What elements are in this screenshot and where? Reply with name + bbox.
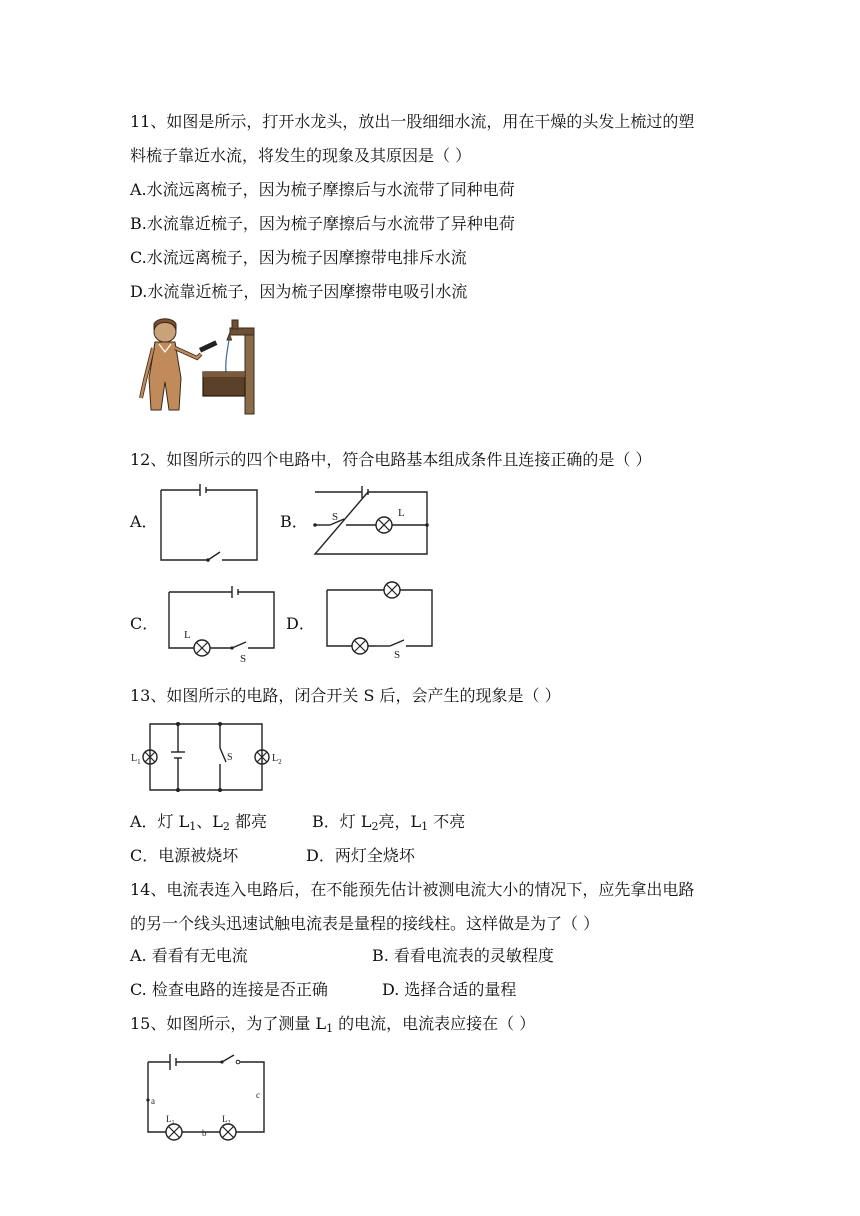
q13-stem: 13、如图所示的电路，闭合开关 S 后，会产生的现象是（ ） [130, 686, 561, 705]
q11-option-d: D.水流靠近梳子，因为梳子因摩擦带电吸引水流 [130, 282, 468, 301]
q13-circuit [130, 718, 290, 794]
q14-stem-line2: 的另一个线头迅速试触电流表是量程的接线柱。这样做是为了（ ） [130, 914, 600, 933]
q14-option-d: D. 选择合适的量程 [382, 980, 517, 999]
q13-l2-sub: 2 [278, 758, 282, 766]
q14-stem-line1: 14、电流表连入电路后，在不能预先估计被测电流大小的情况下，应先拿出电路 [130, 880, 695, 899]
q12-stem: 12、如图所示的四个电路中，符合电路基本组成条件且连接正确的是（ ） [130, 450, 652, 469]
q12-label-c: C． [130, 614, 159, 633]
q13-l2-label: L [272, 753, 279, 764]
svg-text:L1 [131, 753, 141, 766]
q13-option-b: B．灯 $L_2$亮，$L_1$ 不亮 [312, 812, 466, 833]
q15-circuit [142, 1050, 272, 1140]
q14-option-c: C. 检查电路的连接是否正确 [130, 980, 328, 999]
q15-l2-label: L [222, 1114, 228, 1124]
q11-option-a: A.水流远离梳子，因为梳子摩擦后与水流带了同种电荷 [130, 180, 515, 199]
q12-circuit-c [166, 584, 278, 664]
q13-l1-label: L [131, 753, 138, 764]
q12-label-b: B． [280, 512, 308, 531]
q14-option-b: B. 看看电流表的灵敏程度 [372, 946, 554, 965]
q12-circuit-d [324, 574, 436, 660]
q14-option-a: A. 看看有无电流 [130, 946, 248, 965]
q11-option-b: B.水流靠近梳子，因为梳子摩擦后与水流带了异种电荷 [130, 214, 515, 233]
q12-circuit-b [312, 484, 432, 556]
q15-stem: 15、如图所示，为了测量 $L_1$ 的电流，电流表应接在（ ） [130, 1014, 536, 1035]
q12-c-lamp-label: L [184, 629, 191, 641]
q13-switch-label: S [227, 752, 233, 763]
q15-point-c: c [256, 1090, 260, 1100]
q12-b-switch-label: S [332, 511, 339, 523]
q12-label-a: A． [130, 512, 158, 531]
q12-label-d: D． [286, 614, 315, 633]
q15-point-a: a [151, 1096, 155, 1106]
svg-text:L2 [272, 753, 282, 766]
q15-l1-sub: 1 [171, 1120, 175, 1126]
q12-b-lamp-label: L [398, 507, 405, 519]
q11-stem-line2: 料梳子靠近水流，将发生的现象及其原因是（ ） [130, 146, 472, 165]
q13-option-c: C．电源被烧坏 [130, 846, 239, 865]
q12-d-switch-label: S [394, 649, 401, 661]
q15-point-b: b [202, 1128, 207, 1138]
q11-stem-line1: 11、如图是所示，打开水龙头，放出一股细细水流，用在干燥的头发上梳过的塑 [130, 112, 695, 131]
q12-c-switch-label: S [240, 653, 247, 665]
q13-option-a: A．灯 $L_1$、$L_2$ 都亮 [130, 812, 268, 833]
q11-comb-faucet-illustration [135, 318, 260, 414]
q15-l2-sub: 2 [227, 1120, 231, 1126]
q13-l1-sub: 1 [137, 758, 141, 766]
q12-circuit-a [160, 482, 260, 564]
q11-option-c: C.水流远离梳子，因为梳子因摩擦带电排斥水流 [130, 248, 467, 267]
q15-l1-label: L [166, 1114, 172, 1124]
q13-option-d: D．两灯全烧坏 [306, 846, 415, 865]
